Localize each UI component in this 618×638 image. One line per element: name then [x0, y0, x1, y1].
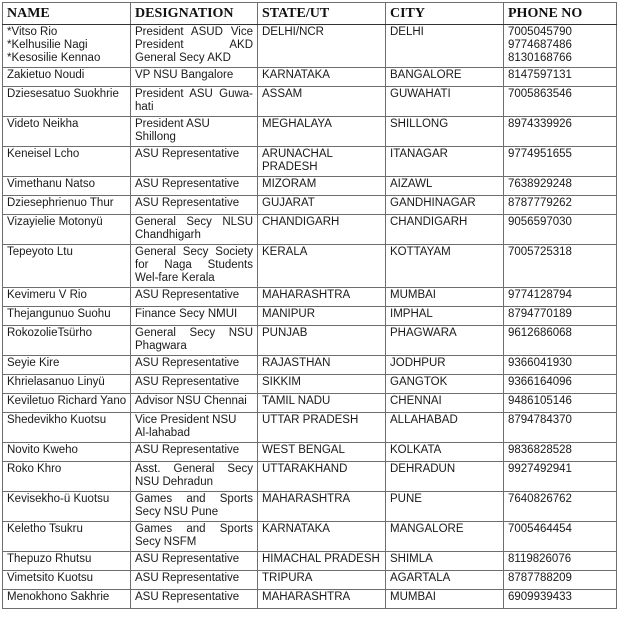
person-name: Videto Neikha — [7, 118, 79, 130]
table-row — [3, 356, 617, 375]
phone-number: 8974339926 — [508, 118, 572, 130]
person-name: Keneisel Lcho — [7, 148, 80, 160]
phone-number: 9486105146 — [508, 395, 572, 407]
phone-number: 9774128794 — [508, 289, 572, 301]
phone-number: 8787788209 — [508, 572, 572, 584]
cell-city: DEHRADUN — [386, 462, 504, 492]
cell-name — [3, 326, 131, 356]
person-name: Novito Kweho — [7, 444, 78, 456]
table-row — [3, 25, 617, 68]
phone-number: 9927492941 — [508, 463, 572, 475]
cell-phone — [504, 68, 617, 87]
cell-city: IMPHAL — [386, 307, 504, 326]
header-designation: DESIGNATION — [131, 3, 258, 25]
phone-number: 7005863546 — [508, 88, 572, 100]
table-row — [3, 571, 617, 590]
person-name: Zakietuo Noudi — [7, 69, 85, 81]
cell-phone — [504, 443, 617, 462]
cell-state: UTTARAKHAND — [258, 462, 386, 492]
phone-number: 8794784370 — [508, 414, 572, 426]
person-name: *Kesosilie Kennao — [7, 52, 101, 64]
cell-name — [3, 215, 131, 245]
cell-city: PUNE — [386, 492, 504, 522]
person-name: Kevimeru V Rio — [7, 289, 87, 301]
header-phone: PHONE NO — [504, 3, 617, 25]
cell-name — [3, 288, 131, 307]
cell-designation: President ASU Shillong — [131, 117, 258, 147]
header-row — [3, 3, 617, 25]
phone-number: 7005045790 — [508, 26, 572, 38]
cell-designation: Games and Sports Secy NSFM — [131, 522, 258, 552]
table-row — [3, 68, 617, 87]
cell-designation: General Secy Society for Naga Students Wel-fare Kerala — [131, 245, 258, 288]
cell-phone — [504, 492, 617, 522]
cell-phone — [504, 462, 617, 492]
table-row — [3, 590, 617, 609]
phone-number: 7640826762 — [508, 493, 572, 505]
cell-phone — [504, 552, 617, 571]
person-name: Vizayielie Motonyü — [7, 216, 103, 228]
cell-state: KERALA — [258, 245, 386, 288]
person-name: Khrielasanuo Linyü — [7, 376, 105, 388]
cell-designation: ASU Representative — [131, 552, 258, 571]
table-row — [3, 394, 617, 413]
cell-name — [3, 25, 131, 68]
table-row — [3, 196, 617, 215]
table-row — [3, 522, 617, 552]
cell-phone — [504, 288, 617, 307]
cell-state: HIMACHAL PRADESH — [258, 552, 386, 571]
person-name: Thejangunuo Suohu — [7, 308, 111, 320]
phone-number: 9774687486 — [508, 39, 572, 51]
header-name: NAME — [3, 3, 131, 25]
cell-name — [3, 177, 131, 196]
cell-designation: General Secy NLSU Chandhigarh — [131, 215, 258, 245]
cell-phone — [504, 177, 617, 196]
cell-state: UTTAR PRADESH — [258, 413, 386, 443]
table-row — [3, 326, 617, 356]
cell-phone — [504, 394, 617, 413]
person-name: Tepeyoto Ltu — [7, 246, 73, 258]
phone-number: 8794770189 — [508, 308, 572, 320]
cell-name — [3, 147, 131, 177]
table-row — [3, 147, 617, 177]
phone-number: 9366164096 — [508, 376, 572, 388]
person-name: Keviletuo Richard Yano — [7, 395, 127, 407]
person-name: Kevisekho-ü Kuotsu — [7, 493, 110, 505]
phone-number: 9612686068 — [508, 327, 572, 339]
cell-state: MANIPUR — [258, 307, 386, 326]
cell-state: MAHARASHTRA — [258, 492, 386, 522]
person-name: Thepuzo Rhutsu — [7, 553, 92, 565]
cell-designation: Advisor NSU Chennai — [131, 394, 258, 413]
cell-phone — [504, 87, 617, 117]
cell-designation: ASU Representative — [131, 177, 258, 196]
cell-city: GANGTOK — [386, 375, 504, 394]
cell-name — [3, 552, 131, 571]
cell-phone — [504, 375, 617, 394]
cell-city: SHILLONG — [386, 117, 504, 147]
cell-name — [3, 571, 131, 590]
cell-state: MEGHALAYA — [258, 117, 386, 147]
cell-city: ITANAGAR — [386, 147, 504, 177]
table-row — [3, 375, 617, 394]
table-row — [3, 413, 617, 443]
cell-phone — [504, 196, 617, 215]
cell-city: KOTTAYAM — [386, 245, 504, 288]
person-name: RokozolieTsürho — [7, 327, 93, 339]
table-row — [3, 245, 617, 288]
cell-name — [3, 68, 131, 87]
cell-phone — [504, 25, 617, 68]
cell-state: KARNATAKA — [258, 522, 386, 552]
cell-designation: VP NSU Bangalore — [131, 68, 258, 87]
person-name: Vimethanu Natso — [7, 178, 96, 190]
cell-state: ARUNACHAL PRADESH — [258, 147, 386, 177]
person-name: *Kelhusilie Nagi — [7, 39, 88, 51]
cell-city: DELHI — [386, 25, 504, 68]
cell-name — [3, 413, 131, 443]
cell-designation: Asst. General Secy NSU Dehradun — [131, 462, 258, 492]
cell-name — [3, 522, 131, 552]
cell-state: ASSAM — [258, 87, 386, 117]
cell-state: PUNJAB — [258, 326, 386, 356]
phone-number: 6909939433 — [508, 591, 572, 603]
phone-number: 9366041930 — [508, 357, 572, 369]
table-row — [3, 215, 617, 245]
cell-phone — [504, 245, 617, 288]
cell-state: DELHI/NCR — [258, 25, 386, 68]
cell-name — [3, 462, 131, 492]
cell-name — [3, 394, 131, 413]
table-row — [3, 117, 617, 147]
table-header — [3, 3, 617, 25]
cell-designation: President ASU Guwa-hati — [131, 87, 258, 117]
phone-number: 9056597030 — [508, 216, 572, 228]
cell-designation: ASU Representative — [131, 571, 258, 590]
cell-city: AGARTALA — [386, 571, 504, 590]
cell-phone — [504, 307, 617, 326]
table-row — [3, 87, 617, 117]
person-name: Shedevikho Kuotsu — [7, 414, 107, 426]
cell-name — [3, 356, 131, 375]
cell-name — [3, 492, 131, 522]
cell-city: CHANDIGARH — [386, 215, 504, 245]
cell-phone — [504, 326, 617, 356]
cell-name — [3, 117, 131, 147]
table-body — [3, 25, 617, 609]
cell-designation: Finance Secy NMUI — [131, 307, 258, 326]
cell-designation: General Secy NSU Phagwara — [131, 326, 258, 356]
cell-state: MIZORAM — [258, 177, 386, 196]
cell-city: MUMBAI — [386, 288, 504, 307]
phone-number: 8787779262 — [508, 197, 572, 209]
cell-designation: ASU Representative — [131, 590, 258, 609]
phone-number: 9836828528 — [508, 444, 572, 456]
cell-state: MAHARASHTRA — [258, 590, 386, 609]
cell-city: AIZAWL — [386, 177, 504, 196]
cell-state: WEST BENGAL — [258, 443, 386, 462]
phone-number: 7638929248 — [508, 178, 572, 190]
person-name: Seyie Kire — [7, 357, 60, 369]
cell-designation: Games and Sports Secy NSU Pune — [131, 492, 258, 522]
cell-state: SIKKIM — [258, 375, 386, 394]
cell-phone — [504, 117, 617, 147]
phone-number: 8130168766 — [508, 52, 572, 64]
cell-designation: President ASUD Vice President AKD General Secy AKD — [131, 25, 258, 68]
person-name: Vimetsito Kuotsu — [7, 572, 94, 584]
cell-city: GUWAHATI — [386, 87, 504, 117]
header-city: CITY — [386, 3, 504, 25]
cell-city: MANGALORE — [386, 522, 504, 552]
person-name: *Vitso Rio — [7, 26, 58, 38]
table-row — [3, 443, 617, 462]
cell-city: CHENNAI — [386, 394, 504, 413]
cell-state: KARNATAKA — [258, 68, 386, 87]
phone-number: 8147597131 — [508, 69, 572, 81]
cell-designation: ASU Representative — [131, 356, 258, 375]
cell-name — [3, 443, 131, 462]
cell-name — [3, 307, 131, 326]
cell-phone — [504, 147, 617, 177]
cell-city: ALLAHABAD — [386, 413, 504, 443]
cell-designation: ASU Representative — [131, 443, 258, 462]
phone-number: 9774951655 — [508, 148, 572, 160]
cell-city: SHIMLA — [386, 552, 504, 571]
cell-name — [3, 196, 131, 215]
cell-name — [3, 590, 131, 609]
person-name: Roko Khro — [7, 463, 62, 475]
cell-designation: ASU Representative — [131, 288, 258, 307]
cell-state: TRIPURA — [258, 571, 386, 590]
table-row — [3, 288, 617, 307]
phone-number: 7005464454 — [508, 523, 572, 535]
cell-name — [3, 375, 131, 394]
phone-number: 8119826076 — [508, 553, 572, 565]
phone-number: 7005725318 — [508, 246, 572, 258]
cell-phone — [504, 522, 617, 552]
cell-state: TAMIL NADU — [258, 394, 386, 413]
person-name: Dziesesatuo Suokhrie — [7, 88, 119, 100]
table-row — [3, 177, 617, 196]
cell-city: GANDHINAGAR — [386, 196, 504, 215]
cell-designation: ASU Representative — [131, 196, 258, 215]
cell-state: GUJARAT — [258, 196, 386, 215]
cell-designation: Vice President NSU Al-lahabad — [131, 413, 258, 443]
cell-phone — [504, 590, 617, 609]
cell-state: MAHARASHTRA — [258, 288, 386, 307]
cell-phone — [504, 356, 617, 375]
cell-phone — [504, 215, 617, 245]
header-state: STATE/UT — [258, 3, 386, 25]
table-row — [3, 462, 617, 492]
cell-phone — [504, 413, 617, 443]
cell-city: KOLKATA — [386, 443, 504, 462]
cell-designation: ASU Representative — [131, 147, 258, 177]
cell-designation: ASU Representative — [131, 375, 258, 394]
table-row — [3, 492, 617, 522]
person-name: Menokhono Sakhrie — [7, 591, 110, 603]
contacts-table — [2, 2, 617, 609]
cell-city: PHAGWARA — [386, 326, 504, 356]
table-row — [3, 552, 617, 571]
cell-state: RAJASTHAN — [258, 356, 386, 375]
cell-name — [3, 245, 131, 288]
person-name: Keletho Tsukru — [7, 523, 83, 535]
cell-city: BANGALORE — [386, 68, 504, 87]
cell-city: JODHPUR — [386, 356, 504, 375]
table-row — [3, 307, 617, 326]
cell-city: MUMBAI — [386, 590, 504, 609]
person-name: Dziesephrienuo Thur — [7, 197, 114, 209]
cell-name — [3, 87, 131, 117]
cell-phone — [504, 571, 617, 590]
cell-state: CHANDIGARH — [258, 215, 386, 245]
